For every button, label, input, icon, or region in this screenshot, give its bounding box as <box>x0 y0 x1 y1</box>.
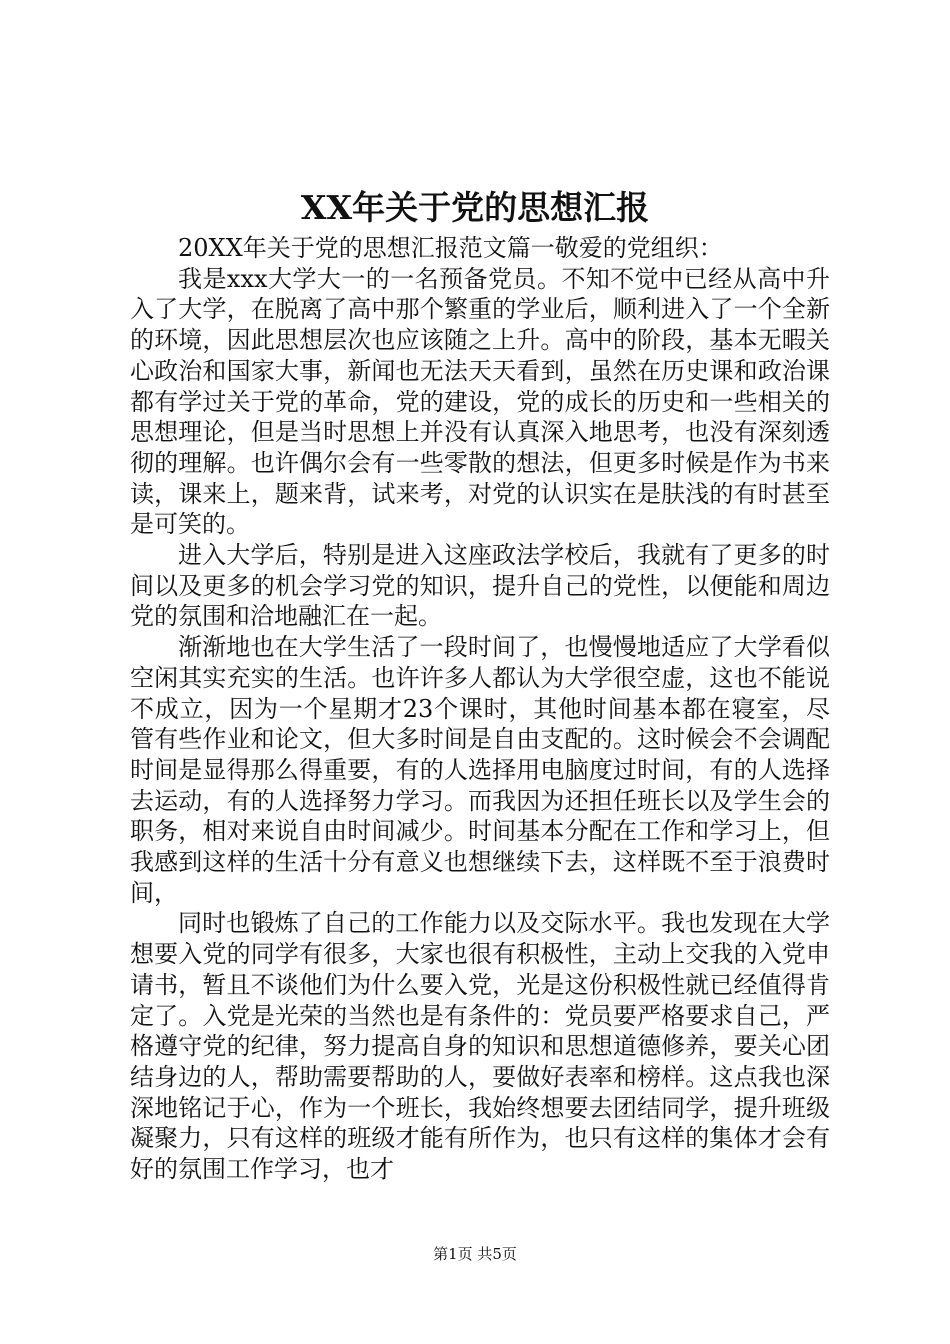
paragraph: 我是xxx大学大一的一名预备党员。不知不觉中已经从高中升入了大学，在脱离了高中那个繁重的学业后，顺利进入了一个全新的环境，因此思想层次也应该随之上升。高中的阶段，基本无暇关心政治和国家大事，新闻也无法天天看到，虽然在历史课和政治课都有学过关于党的革命，党的建设，党的成长的历史和一些相关的思想理论，但是当时思想上并没有认真深入地思考，也没有深刻透彻的理解。也许偶尔会有一些零散的想法，但更多时候是作为书来读，课来上，题来背，试来考，对党的认识实在是肤浅的有时甚至是可笑的。 <box>130 264 830 539</box>
paragraph: 渐渐地也在大学生活了一段时间了，也慢慢地适应了大学看似空闲其实充实的生活。也许许多人都认为大学很空虚，这也不能说不成立，因为一个星期才23个课时，其他时间基本都在寝室，尽管有些作业和论文，但大多时间是自由支配的。这时候会不会调配时间是显得那么得重要，有的人选择用电脑度过时间，有的人选择去运动，有的人选择努力学习。而我因为还担任班长以及学生会的职务，相对来说自由时间减少。时间基本分配在工作和学习上，但我感到这样的生活十分有意义也想继续下去，这样既不至于浪费时间， <box>130 633 830 907</box>
document-title: XX年关于党的思想汇报 <box>300 188 650 227</box>
paragraph: 进入大学后，特别是进入这座政法学校后，我就有了更多的时间以及更多的机会学习党的知识，提升自己的党性，以便能和周边党的氛围和洽地融汇在一起。 <box>130 541 830 631</box>
document-body <box>130 233 830 1185</box>
page-number-footer: 第1页 共5页 <box>433 1245 517 1263</box>
paragraph-intro: 20XX年关于党的思想汇报范文篇一敬爱的党组织： <box>178 234 723 262</box>
paragraph: 同时也锻炼了自己的工作能力以及交际水平。我也发现在大学想要入党的同学有很多，大家也很有积极性，主动上交我的入党申请书，暂且不谈他们为什么要入党，光是这份积极性就已经值得肯定了。入党是光荣的当然也是有条件的：党员要严格要求自己，严格遵守党的纪律，努力提高自身的知识和思想道德修养，要关心团结身边的人，帮助需要帮助的人，要做好表率和榜样。这点我也深深地铭记于心，作为一个班长，我始终想要去团结同学，提升班级凝聚力，只有这样的班级才能有所作为，也只有这样的集体才会有好的氛围工作学习，也才 <box>130 909 830 1184</box>
